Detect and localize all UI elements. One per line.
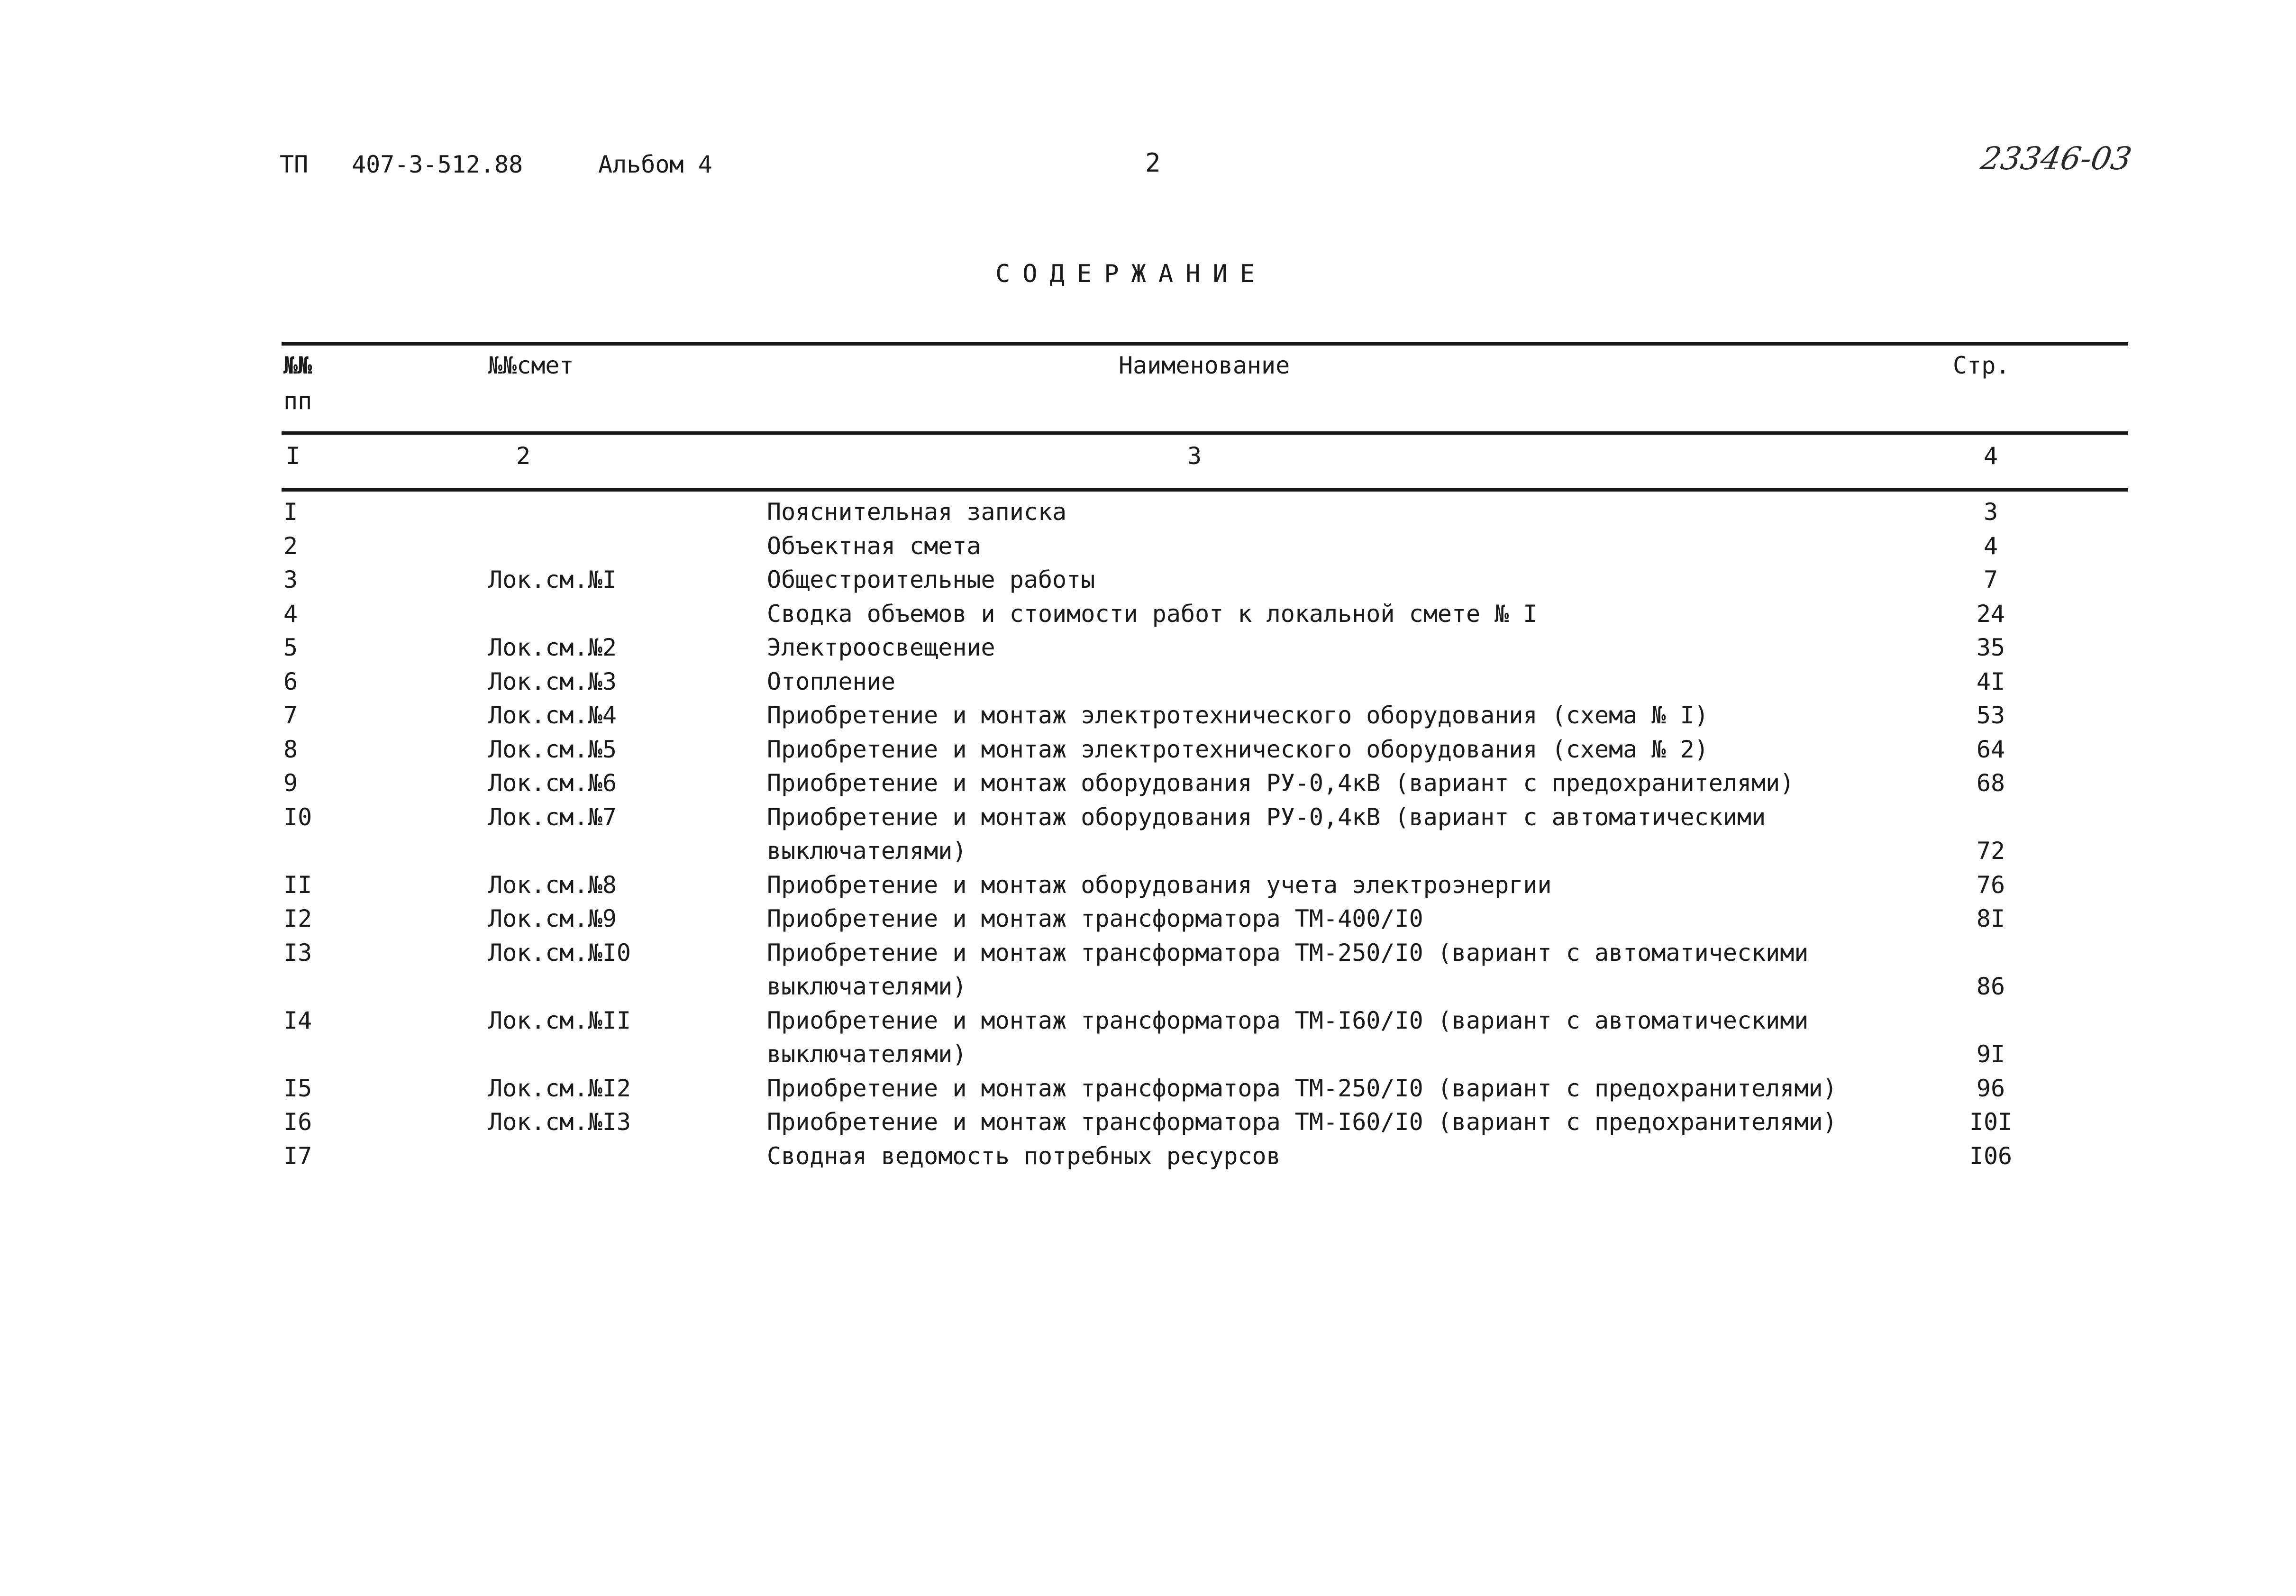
estimate-ref: Лок.см.№I3 — [488, 1108, 631, 1136]
estimate-ref: Лок.см.№II — [488, 1006, 631, 1034]
item-name: Приобретение и монтаж трансформатора ТМ-I60/I0 (вариант с предохранителями) — [767, 1108, 1837, 1136]
row-number: I2 — [283, 905, 312, 932]
estimate-ref: Лок.см.№I0 — [488, 939, 631, 967]
estimate-ref: Лок.см.№5 — [488, 735, 617, 763]
row-number: I0 — [283, 803, 312, 831]
page-ref: 3 — [1983, 498, 1998, 526]
row-number: I7 — [283, 1142, 312, 1170]
header-name: Наименование — [1119, 352, 1290, 379]
row-number: 7 — [283, 702, 298, 729]
item-name: Приобретение и монтаж электротехнического оборудования (схема № 2) — [767, 735, 1709, 763]
item-name: Общестроительные работы — [767, 566, 1095, 593]
row-number: 3 — [283, 566, 298, 593]
page-ref: 35 — [1976, 634, 2005, 661]
column-number-1: I — [285, 442, 301, 470]
item-name: выключателями) — [767, 1040, 967, 1068]
estimate-ref: Лок.см.№3 — [488, 667, 617, 695]
row-number: I — [283, 498, 298, 526]
row-number: II — [283, 871, 312, 899]
row-number: 8 — [283, 735, 298, 763]
item-name: Приобретение и монтаж трансформатора ТМ-250/I0 (вариант с предохранителями) — [767, 1074, 1837, 1102]
page-ref: 9I — [1976, 1040, 2005, 1068]
column-number-2: 2 — [516, 442, 531, 470]
item-name: выключателями) — [767, 973, 967, 1000]
item-name: Пояснительная записка — [767, 498, 1067, 526]
page-ref: 53 — [1976, 702, 2005, 729]
item-name: Электроосвещение — [767, 634, 995, 661]
item-name: Отопление — [767, 667, 895, 695]
page-ref: I06 — [1969, 1142, 2013, 1170]
item-name: Приобретение и монтаж оборудования учета электроэнергии — [767, 871, 1552, 899]
estimate-ref: Лок.см.№7 — [488, 803, 617, 831]
row-number: I5 — [283, 1074, 312, 1102]
page-ref: 86 — [1976, 973, 2005, 1000]
item-name: Сводная ведомость потребных ресурсов — [767, 1142, 1281, 1170]
series-code: ТП — [280, 151, 309, 178]
page-ref: 7 — [1983, 566, 1998, 593]
row-number: 5 — [283, 634, 298, 661]
estimate-ref: Лок.см.№4 — [488, 702, 617, 729]
item-name: Сводка объемов и стоимости работ к локальной смете № I — [767, 600, 1538, 628]
row-number: 4 — [283, 600, 298, 628]
item-name: выключателями) — [767, 837, 967, 865]
row-number: 9 — [283, 769, 298, 797]
estimate-ref: Лок.см.№I — [488, 566, 617, 593]
header-num-line-1: №№ — [283, 352, 312, 379]
header-page: Стр. — [1953, 352, 2010, 379]
page-ref: 24 — [1976, 600, 2005, 628]
handwritten-stamp: 23346-03 — [1978, 140, 2135, 177]
row-number: I4 — [283, 1006, 312, 1034]
page-ref: 96 — [1976, 1074, 2005, 1102]
row-number: 6 — [283, 667, 298, 695]
table-top-rule — [282, 342, 2128, 346]
item-name: Объектная смета — [767, 532, 981, 560]
page-ref: 64 — [1976, 735, 2005, 763]
column-number-4: 4 — [1983, 442, 1998, 470]
page-number: 2 — [1145, 148, 1161, 178]
album-label: Альбом 4 — [598, 151, 712, 178]
page-ref: 8I — [1976, 905, 2005, 932]
column-numbers-bottom-rule — [282, 488, 2128, 492]
item-name: Приобретение и монтаж трансформатора ТМ-250/I0 (вариант с автоматическими — [767, 939, 1809, 967]
page-title: СОДЕРЖАНИЕ — [995, 260, 1267, 288]
row-number: I3 — [283, 939, 312, 967]
item-name: Приобретение и монтаж трансформатора ТМ-400/I0 — [767, 905, 1423, 932]
header-estimate: №№смет — [488, 352, 574, 379]
estimate-ref: Лок.см.№9 — [488, 905, 617, 932]
item-name: Приобретение и монтаж оборудования РУ-0,4кВ (вариант с предохранителями) — [767, 769, 1795, 797]
page-ref: 4 — [1983, 532, 1998, 560]
project-code: 407-3-512.88 — [352, 151, 523, 178]
column-number-3: 3 — [1187, 442, 1202, 470]
page-ref: 76 — [1976, 871, 2005, 899]
page-ref: 4I — [1976, 667, 2005, 695]
estimate-ref: Лок.см.№8 — [488, 871, 617, 899]
item-name: Приобретение и монтаж трансформатора ТМ-I60/I0 (вариант с автоматическими — [767, 1006, 1809, 1034]
header-bottom-rule — [282, 431, 2128, 435]
item-name: Приобретение и монтаж оборудования РУ-0,4кВ (вариант с автоматическими — [767, 803, 1766, 831]
row-number: I6 — [283, 1108, 312, 1136]
header-num-line-2: пп — [283, 387, 312, 415]
estimate-ref: Лок.см.№6 — [488, 769, 617, 797]
row-number: 2 — [283, 532, 298, 560]
page-ref: I0I — [1969, 1108, 2013, 1136]
estimate-ref: Лок.см.№2 — [488, 634, 617, 661]
estimate-ref: Лок.см.№I2 — [488, 1074, 631, 1102]
page-ref: 68 — [1976, 769, 2005, 797]
item-name: Приобретение и монтаж электротехнического оборудования (схема № I) — [767, 702, 1709, 729]
page-ref: 72 — [1976, 837, 2005, 865]
